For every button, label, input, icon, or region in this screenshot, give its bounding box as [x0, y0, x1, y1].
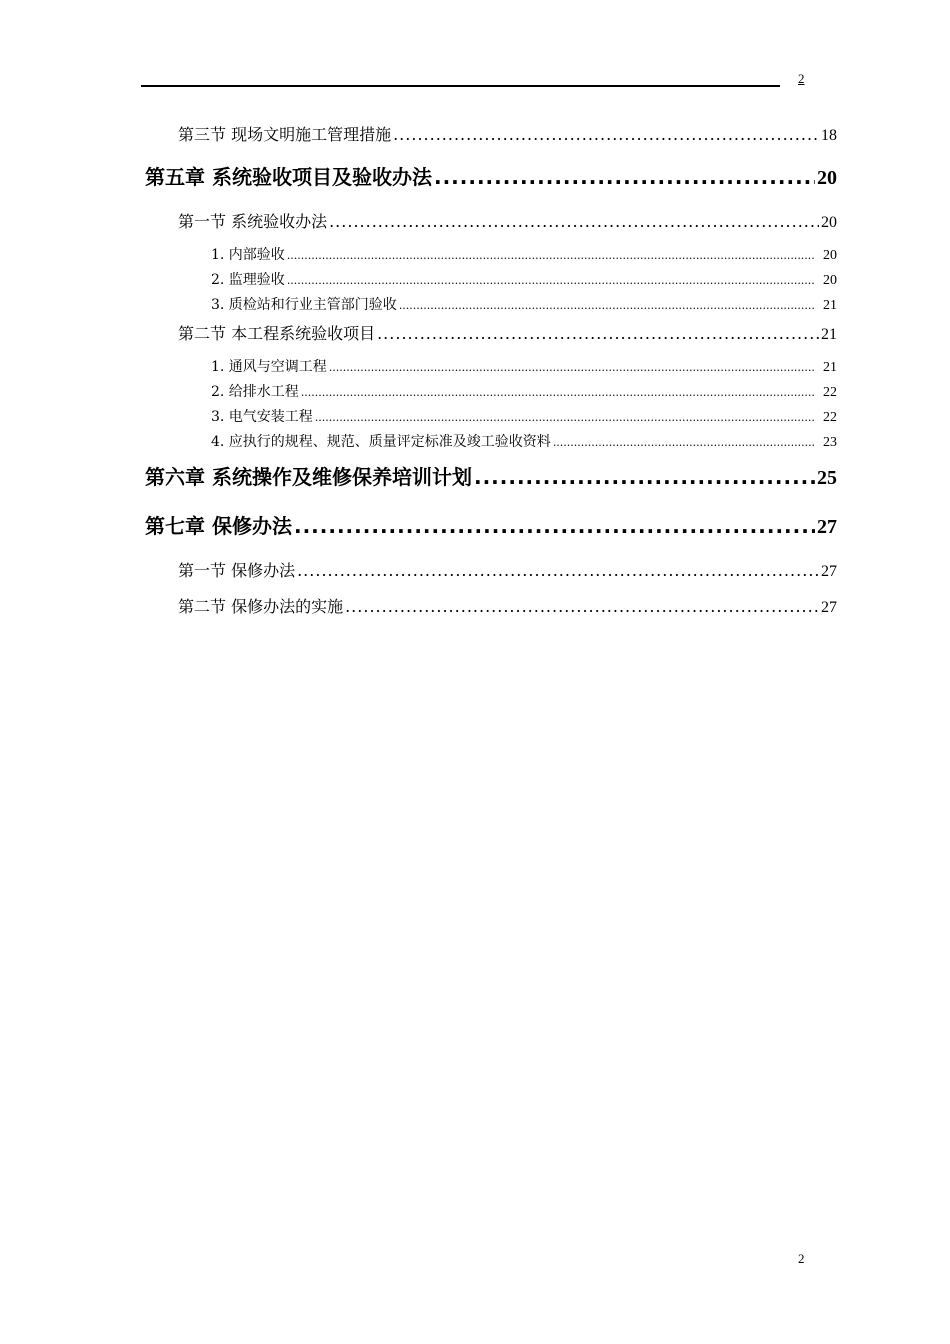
- toc-entry-page: 20: [817, 167, 837, 189]
- toc-entry-page: 27: [821, 599, 837, 616]
- toc-leader: [377, 324, 819, 343]
- toc-entry-label: 2. 给排水工程: [211, 384, 299, 400]
- toc-leader: [287, 249, 815, 262]
- toc-entry-label: 4. 应执行的规程、规范、质量评定标准及竣工验收资料: [211, 434, 551, 450]
- toc-subentry[interactable]: [211, 381, 837, 401]
- toc-entry-page: 22: [823, 410, 837, 425]
- toc-leader: [474, 465, 815, 489]
- toc-entry-page: 22: [823, 385, 837, 400]
- toc-leader: [393, 125, 819, 144]
- toc-entry-page: 21: [823, 298, 837, 313]
- toc-entry[interactable]: [178, 558, 837, 581]
- toc-entry-page: 27: [821, 563, 837, 580]
- toc-entry-page: 21: [821, 326, 837, 343]
- toc-entry-label: 3. 质检站和行业主管部门验收: [211, 297, 397, 313]
- header-page-number: 2: [798, 71, 805, 86]
- toc-entry-page: 27: [817, 516, 837, 538]
- toc-entry-label: 1. 通风与空调工程: [211, 359, 327, 375]
- toc-leader: [297, 561, 819, 580]
- toc-entry[interactable]: [178, 209, 837, 232]
- toc-entry-label: 第二节 本工程系统验收项目: [178, 324, 376, 343]
- toc-entry-page: 25: [817, 467, 837, 489]
- toc-entry-label: 3. 电气安装工程: [211, 409, 313, 425]
- toc-entry-page: 21: [823, 360, 837, 375]
- toc-entry-label: 第五章 系统验收项目及验收办法: [145, 165, 432, 189]
- toc-subentry[interactable]: [211, 244, 837, 264]
- toc-subentry[interactable]: [211, 431, 837, 451]
- toc-leader: [434, 165, 815, 189]
- toc-entry[interactable]: [178, 594, 837, 617]
- toc-entry-label: 第一节 保修办法: [178, 561, 296, 580]
- toc-entry-label: 第七章 保修办法: [145, 514, 292, 538]
- toc-leader: [329, 212, 819, 231]
- toc-leader: [553, 436, 815, 449]
- toc-leader: [287, 274, 815, 287]
- toc-entry-label: 第一节 系统验收办法: [178, 212, 328, 231]
- toc-subentry[interactable]: [211, 406, 837, 426]
- toc-entry-page: 20: [821, 214, 837, 231]
- toc-leader: [294, 514, 815, 538]
- toc-entry-label: 2. 监理验收: [211, 272, 285, 288]
- toc-leader: [315, 411, 815, 424]
- toc-leader: [329, 361, 815, 374]
- toc-entry-page: 18: [821, 127, 837, 144]
- toc-entry-label: 第三节 现场文明施工管理措施: [178, 125, 392, 144]
- toc-leader: [301, 386, 815, 399]
- toc-leader: [399, 299, 815, 312]
- toc-chapter-entry[interactable]: [145, 510, 837, 539]
- toc-entry-page: 20: [823, 248, 837, 263]
- toc-entry-label: 第二节 保修办法的实施: [178, 597, 344, 616]
- toc-entry[interactable]: [178, 321, 837, 344]
- toc-entry-page: 23: [823, 435, 837, 450]
- toc-subentry[interactable]: [211, 356, 837, 376]
- toc-entry[interactable]: [178, 122, 837, 145]
- toc-chapter-entry[interactable]: [145, 161, 837, 190]
- toc-subentry[interactable]: [211, 269, 837, 289]
- toc-chapter-entry[interactable]: [145, 461, 837, 490]
- toc-entry-label: 1. 内部验收: [211, 247, 285, 263]
- toc-entry-label: 第六章 系统操作及维修保养培训计划: [145, 465, 472, 489]
- toc-leader: [345, 597, 819, 616]
- toc-entry-page: 20: [823, 273, 837, 288]
- toc-subentry[interactable]: [211, 294, 837, 314]
- header-rule: [141, 85, 780, 87]
- footer-page-number: 2: [798, 1251, 805, 1266]
